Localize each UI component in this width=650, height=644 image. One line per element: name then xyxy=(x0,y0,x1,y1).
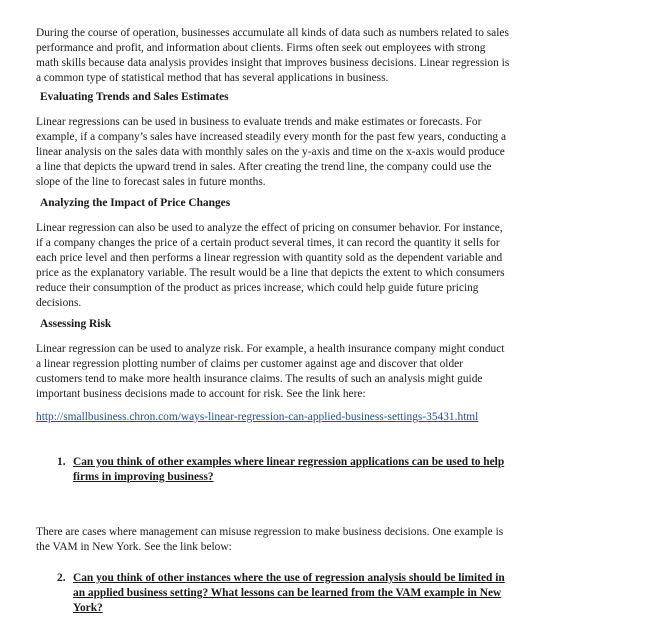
intro-paragraph: During the course of operation, businesses accumulate all kinds of data such as numbers related to sales performance and profit, and information about clients. Firms often seek out employees with strong math skills because data analysis provides insight that improves business decisions. Linear regression is a common type of statistical method that has several applications in business. xyxy=(36,27,510,84)
question-2-text: Can you think of other instances where the use of regression analysis should be limited in an applied business setting? What lessons can be learned from the VAM example in New York? xyxy=(73,572,505,614)
section-heading-price: Analyzing the Impact of Price Changes xyxy=(40,197,231,209)
section-trends xyxy=(36,90,510,190)
question-1 xyxy=(57,455,510,485)
section-body-risk: Linear regression can be used to analyze risk. For example, a health insurance company might conduct a linear regression plotting number of claims per customer against age and discover that older customers tend to make more health insurance claims. The results of such an analysis might guide important business decisions made to account for risk. See the link here: xyxy=(36,343,505,400)
section-heading-risk: Assessing Risk xyxy=(40,318,112,330)
reference-link-row xyxy=(36,410,510,425)
question-1-text: Can you think of other examples where linear regression applications can be used to help firms in improving business? xyxy=(73,456,505,483)
vam-note-paragraph: There are cases where management can misuse regression to make business decisions. One example is the VAM in New York. See the link below: xyxy=(36,526,504,553)
document-page xyxy=(36,26,510,616)
section-body-trends: Linear regressions can be used in business to evaluate trends and make estimates or forecasts. For example, if a company’s sales have increased steadily every month for the past few years, conducting a linear analysis on the sales data with monthly sales on the y-axis and time on the x-axis would produce a line that depicts the upward trend in sales. After creating the trend line, the company could use the slope of the line to forecast sales in future months. xyxy=(36,116,507,188)
section-body-price: Linear regression can also be used to analyze the effect of pricing on consumer behavior. For instance, if a company changes the price of a certain product several times, it can record the quantity it sells for each price level and then performs a linear regression with quantity sold as the dependent variable and price as the explanatory variable. The result would be a line that depicts the extent to which consumers reduce their consumption of the product as prices increase, which could help guide future pricing decisions. xyxy=(36,222,505,309)
section-risk xyxy=(36,317,510,402)
reference-link[interactable]: http://smallbusiness.chron.com/ways-linear-regression-can-applied-business-settings-35431.html xyxy=(36,411,479,423)
question-2 xyxy=(57,571,510,616)
section-heading-trends: Evaluating Trends and Sales Estimates xyxy=(40,91,229,103)
section-price xyxy=(36,196,510,311)
question-2-number: 2. xyxy=(57,572,66,584)
question-1-number: 1. xyxy=(57,456,66,468)
